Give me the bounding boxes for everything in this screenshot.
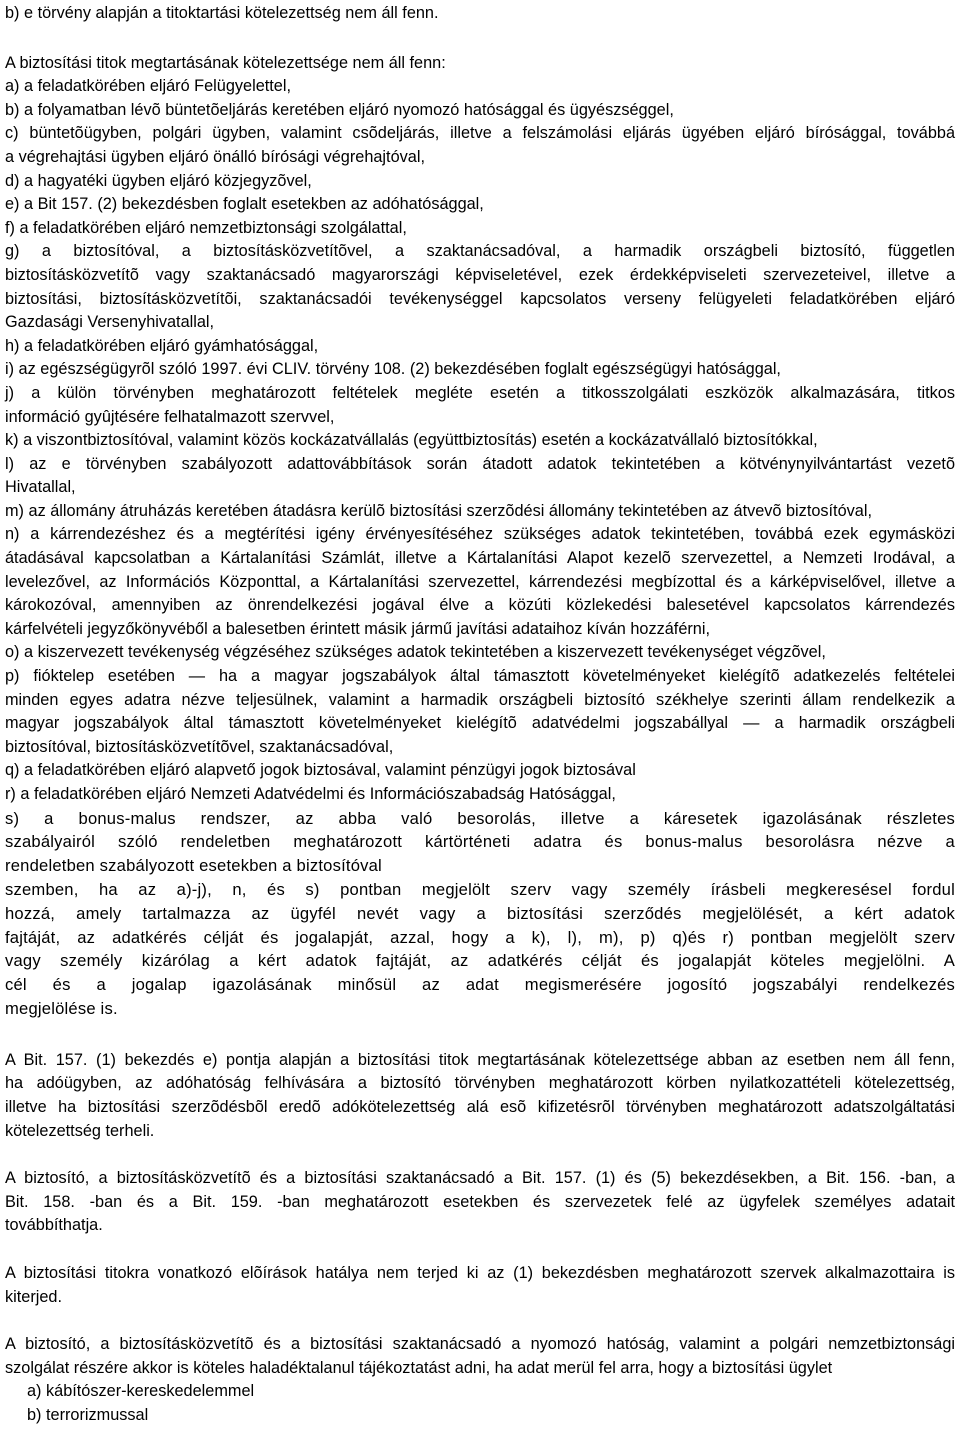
list-item-b: b) a folyamatban lévõ büntetõeljárás keretében eljáró nyomozó hatósággal és ügyészséggel, — [5, 100, 674, 119]
list-item-k: k) a viszontbiztosítóval, valamint közös kockázatvállalás (együttbiztosítás) esetén a kockázatvállaló biztosítókkal, — [5, 431, 818, 450]
paragraph-line: A biztosító, a biztosításközvetítõ és a biztosítási szaktanácsadó a Bit. 157. (1) és (5) bekezdésekben, a Bit. 156. -ban, a — [5, 1169, 955, 1188]
paragraph-line: A biztosítási titokra vonatkozó elõírások hatálya nem terjed ki az (1) bekezdésben meghatározott szervek alkalmazottaira is — [5, 1263, 955, 1282]
list-item-n-line: károkozóval, amennyiben az önrendelkezési jogával élve a közúti közlekedési balesetével kapcsolatos kárrendezés — [5, 596, 955, 615]
paragraph-line: A biztosító, a biztosításközvetítõ és a biztosítási szaktanácsadó a nyomozó hatóság, valamint a polgári nemzetbiztonsági — [5, 1335, 955, 1354]
paragraph-line: kiterjed. — [5, 1287, 63, 1306]
list-item-s — [5, 807, 955, 1021]
paragraph-notification — [5, 1333, 955, 1427]
list-item-g-line: biztosításközvetítõ vagy szaktanácsadó magyarországi képviseletével, ezek érdekképviseleti szervezeteivel, illetve a — [5, 265, 955, 284]
spacer — [5, 1309, 955, 1333]
list-item-g-line: biztosítási, biztosításközvetítõi, szaktanácsadói tevékenységgel kapcsolatos verseny felügyeleti feladatkörében eljáró — [5, 289, 955, 308]
list-item-o: o) a kiszervezett tevékenység végzéséhez szükséges adatok tekintetében a kiszervezett tevékenységet végzõvel, — [5, 643, 826, 662]
document-page — [5, 2, 955, 1427]
list-item-n-line: átadásával kapcsolatban a Kártalanítási Számlát, illetve a Kártalanítási Alapot kezelõ szervezettel, a Nemzeti Irodával, a — [5, 549, 955, 568]
paragraph-forwarding — [5, 1167, 955, 1238]
list-item-c-line: c) büntetõügyben, polgári ügyben, valamint csõdeljárás, illetve a felszámolási eljárás ügyében eljáró bírósággal, továbbá — [5, 124, 955, 143]
list-item-j-line: információ gyûjtésére felhatalmazott szervvel, — [5, 407, 335, 426]
list-item-n-line: n) a kárrendezéshez és a megtérítési igény érvényesítéséhez szükséges adatok tekintetében, továbbá ezek egymásközi — [5, 525, 955, 544]
exceptions-section — [5, 52, 955, 1021]
list-item-s-line: s) a bonus-malus rendszer, az abba való besorolás, illetve a káresetek igazolásának részletes — [5, 808, 955, 828]
paragraph-line: A Bit. 157. (1) bekezdés e) pontja alapján a biztosítási titok megtartásának kötelezettsége abban az esetben nem áll fenn, — [5, 1050, 955, 1069]
paragraph-scope — [5, 1262, 955, 1309]
s-tail-line: fajtáját, az adatkérés célját és jogalapját, azzal, hogy a k), l), m), p) q)és r) pontban megjelölt szerv — [5, 927, 955, 947]
list-item-c-line: a végrehajtási ügyben eljáró önálló bírósági végrehajtóval, — [5, 147, 425, 166]
paragraph-157 — [5, 1049, 955, 1143]
list-item-l-line: Hivatallal, — [5, 478, 76, 497]
paragraph-line: szolgálat részére akkor is köteles haladéktalanul tájékoztatást adni, ha adat merül fel arra, hogy a biztosítási ügylet — [5, 1358, 833, 1377]
list-item-s-line: rendeletben szabályozott esetekben a biztosítóval — [5, 856, 382, 876]
list-item-q: q) a feladatkörében eljáró alapvető jogok biztosával, valamint pénzügyi jogok biztosával — [5, 761, 636, 780]
list-item-n-line: levelezővel, az Információs Központtal, a Kártalanítási szervezettel, kárrendezési megbízottal és a kárképviselővel, illetve a — [5, 572, 955, 591]
list-item-g-line: Gazdasági Versenyhivatallal, — [5, 313, 215, 332]
s-tail-line: hozzá, amely tartalmazza az ügyfél nevét vagy a biztosítási szerződés megjelölését, a kért adatok — [5, 903, 955, 923]
intro-line: b) e törvény alapján a titoktartási kötelezettség nem áll fenn. — [5, 4, 439, 22]
paragraph-line: Bit. 158. -ban és a Bit. 159. -ban meghatározott esetekben és szervezetek felé az ügyfelek személyes adatait — [5, 1192, 955, 1211]
list-item-g-line: g) a biztosítóval, a biztosításközvetítõvel, a szaktanácsadóval, a harmadik országbeli biztosító, független — [5, 242, 955, 261]
s-tail-line: cél és a jogalap igazolásának minősül az adat megismerésére jogosító jogszabályi rendelkezés — [5, 975, 955, 995]
list-item-p-line: magyar jogszabályok által támasztott követelményeket kielégítõ adatvédelmi jogszabállyal — a harmadik országbeli — [5, 714, 955, 733]
list-item-d: d) a hagyatéki ügyben eljáró közjegyzõvel, — [5, 171, 312, 190]
list-item-e: e) a Bit 157. (2) bekezdésben foglalt esetekben az adóhatósággal, — [5, 195, 484, 214]
list-item-p-line: minden egyes adatra nézve teljesülnek, valamint a harmadik országbeli biztosító székhelye szerinti állam rendelkezik a — [5, 690, 955, 709]
spacer — [5, 26, 955, 52]
spacer — [5, 1238, 955, 1262]
list-item-h: h) a feladatkörében eljáró gyámhatósággal, — [5, 336, 319, 355]
list-item-i: i) az egészségügyrõl szóló 1997. évi CLIV. törvény 108. (2) bekezdésében foglalt egészségügyi hatósággal, — [5, 360, 781, 379]
list-item-f: f) a feladatkörében eljáró nemzetbiztonsági szolgálattal, — [5, 218, 407, 237]
paragraph-line: kötelezettség terheli. — [5, 1121, 155, 1140]
paragraph-line: továbbíthatja. — [5, 1216, 103, 1235]
list-item-j-line: j) a külön törvényben meghatározott feltételek megléte esetén a titkosszolgálati eszközök alkalmazására, titkos — [5, 383, 955, 402]
paragraph-line: ha adóügyben, az adóhatóság felhívására a biztosító törvényben meghatározott körben nyilatkozattételi kötelezettség, — [5, 1074, 955, 1093]
paragraph-line: illetve ha biztosítási szerzõdésbõl eredõ adókötelezettség alá esõ kifizetésrõl törvényben meghatározott adatszolgáltatási — [5, 1097, 955, 1116]
exceptions-heading: A biztosítási titok megtartásának kötelezettsége nem áll fenn: — [5, 53, 446, 72]
list-item-p-line: biztosítóval, biztosításközvetítõvel, szaktanácsadóval, — [5, 737, 394, 756]
s-tail-line: vagy személy kizárólag a kért adatok fajtáját, az adatkérés célját és jogalapját köteles megjelölni. A — [5, 951, 955, 971]
list-tail-item-a: a) kábítószer-kereskedelemmel — [27, 1382, 255, 1401]
spacer — [5, 1021, 955, 1049]
list-item-l-line: l) az e törvényben szabályozott adattovábbítások során átadott adatok tekintetében a kötvénynyilvántartást vezetõ — [5, 454, 955, 473]
s-tail-line: szemben, ha az a)-j), n, és s) pontban megjelölt szerv vagy személy írásbeli megkeresésel fordul — [5, 879, 955, 899]
list-item-s-line: szabályairól szóló rendeletben meghatározott kártörténeti adatra és bonus-malus besorolásra nézve a — [5, 832, 955, 852]
spacer — [5, 1143, 955, 1167]
list-item-m: m) az állomány átruházás keretében átadásra kerülõ biztosítási szerzõdési állomány tekintetében az átvevõ biztosítóval, — [5, 501, 872, 520]
s-tail-line: megjelölése is. — [5, 998, 118, 1018]
list-item-a: a) a feladatkörében eljáró Felügyelettel, — [5, 77, 292, 96]
list-tail-item-b: b) terrorizmussal — [27, 1405, 149, 1424]
list-item-p-line: p) fióktelep esetében — ha a magyar jogszabályok által támasztott követelményeket kielégítõ adatkezelés feltételei — [5, 667, 955, 686]
list-item-n-line: kárfelvételi jegyzőkönyvéből a balesetben érintett másik jármű javítási adataihoz kíván hozzáférni, — [5, 619, 710, 638]
list-item-r: r) a feladatkörében eljáró Nemzeti Adatvédelmi és Információszabadság Hatósággal, — [5, 785, 616, 803]
